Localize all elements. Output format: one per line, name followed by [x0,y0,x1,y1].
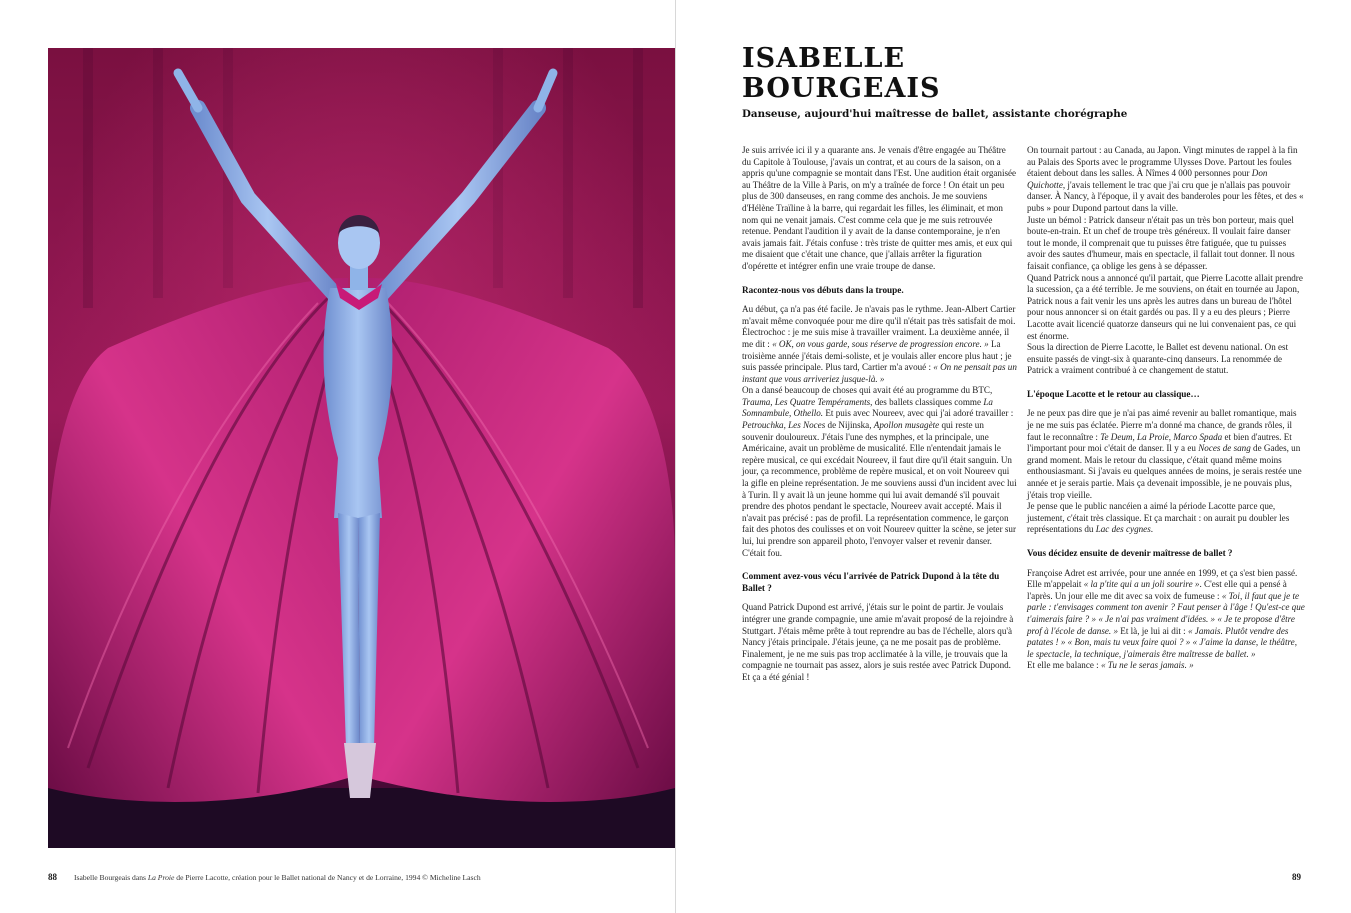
interview-question: Racontez-nous vos débuts dans la troupe. [742,284,904,295]
page-gutter [675,0,676,913]
interview-question: Comment avez-vous vécu l'arrivée de Patrick Dupond à la tête du Ballet ? [742,571,1000,593]
text-column-2 [1027,145,1305,672]
paragraph: On tournait partout : au Canada, au Japon. Vingt minutes de rappel à la fin au Palais des Sports avec le programme Ulysses Dove. Partout les foules étaient debout dans les salles. À Nîmes 4 000 personnes pour Don Quichotte, j'avais tellement le trac que j'ai cru que je n'allais pas pouvoir danser. À Nancy, à l'époque, il y avait des banderoles pour les fêtes, et des « pubs » pour Dupond partout dans la ville. [1027,145,1304,213]
title-line-1: ISABELLE [742,43,906,74]
ballet-dancer-image [48,48,675,848]
paragraph: Je suis arrivée ici il y a quarante ans. Je venais d'être engagée au Théâtre du Capitole à Toulouse, j'avais un contrat, et au cours de la saison, on a appris qu'une compagnie se montait dans l'Est. Une audition était organisée au Théâtre de la Ville à Paris, on m'y a traînée de force ! On était un peu plus de 300 danseuses, en rang comme des anchois. Je me souviens d'Hélène Traïline à la barre, qui regardait les filles, les éliminait, et mon nom qui ne venait jamais. C'est comme cela que je me suis retrouvée retenue. Pendant l'audition il y avait de la danse contemporaine, je n'en avais jamais fait. J'étais confuse : très triste de quitter mes amis, et eux qui me disaient que c'était une chance, que j'allais arrêter la figuration d'opérette et intégrer enfin une vraie troupe de danse. [742,145,1017,271]
paragraph: Françoise Adret est arrivée, pour une année en 1999, et ça s'est bien passé. Elle m'appelait « la p'tite qui a un joli sourire ». C'est elle qui a pensé à l'après. Un jour elle me dit avec sa voix de fumeuse : « Toi, il faut que je te parle : t'envisages comment ton avenir ? Faut penser à l'âge ! Qu'est-ce que t'aimerais faire ? » « Je n'ai pas vraiment d'idées. » « Je te propose d'être prof à l'école de danse. » Et là, je lui ai dit : « Jamais. Plutôt vendre des patates ! » « Bon, mais tu veux faire quoi ? » « J'aime la danse, le théâtre, le spectacle, la technique, j'aimerais être maîtresse de ballet. » [1027,567,1305,659]
paragraph: Sous la direction de Pierre Lacotte, le Ballet est devenu national. On est ensuite passés de vingt-six à quarante-cinq danseurs. La renommée de Patrick a vraiment contribué à ce changement de statut. [1027,342,1289,376]
page-number-left: 88 [48,872,57,882]
title-line-2: BOURGEAIS [742,73,941,104]
article-title [742,44,941,104]
paragraph: Quand Patrick nous a annoncé qu'il partait, que Pierre Lacotte allait prendre la sucession, ça a été terrible. Je me souviens, on était en tournée au Japon, Patrick nous a fait venir les uns après les autres dans un bureau de l'hôtel pour nous annoncer si on était gardés ou pas. Il y a eu des pleurs ; Pierre Lacotte avait licencié quatorze danseurs qui ne lui convenaient pas, ce qui est énorme. [1027,272,1303,341]
interview-question: Vous décidez ensuite de devenir maîtresse de ballet ? [1027,548,1233,558]
page-number-right: 89 [1292,872,1301,882]
dancer-photo [48,48,675,848]
paragraph: On a dansé beaucoup de choses qui avait été au programme du BTC, Trauma, Les Quatre Tempéraments, des ballets classiques comme La Somnambule, Othello. Et puis avec Noureev, avec qui j'ai adoré travailler : Petrouchka, Les Noces de Nijinska, Apollon musagète qui reste un souvenir douloureux. J'étais l'une des nymphes, et la principale, une Américaine, avait un problème de musicalité. Elle n'entendait jamais le repère musical, ce qui excédait Noureev, il faut dire qu'il était sanguin. Un jour, ça recommence, problème de repère musical, et on voit Noureev qui la gifle en pleine représentation. Je me souviens aussi d'un incident avec lui à Turin. Il y avait là un jeune homme qui lui avait demandé s'il pouvait prendre des photos pendant le spectacle, Noureev avait accepté. Mais il n'avait pas précisé : pas de profil. La représentation commence, le garçon fait des photos des coulisses et on voit Noureev quitter la scène, se jeter sur lui, lui prendre son appareil photo, l'envoyer valser et revenir danser. C'était fou. [742,385,1017,558]
photo-caption: Isabelle Bourgeais dans La Proie de Pierre Lacotte, création pour le Ballet national de Nancy et de Lorraine, 1994 © Micheline Lasch [74,873,481,882]
paragraph: Je ne peux pas dire que je n'ai pas aimé revenir au ballet romantique, mais je ne me suis pas éclatée. Pierre m'a donné ma chance, de grands rôles, il faut le reconnaître : Te Deum, La Proie, Marco Spada et bien d'autres. Et l'important pour moi c'était de danser. Il y a eu Noces de sang de Gades, un grand moment. Mais le retour du classique, c'était quand même moins enthousiasmant. Si j'avais eu quelques années de moins, je serais restée une année et je serais partie. Mais ça devenait impossible, je ne pouvais plus, j'étais trop vieille. [1027,408,1302,500]
paragraph: Je pense que le public nancéien a aimé la période Lacotte parce que, justement, c'était très classique. Et ça marchait : on aurait pu doubler les représentations du Lac des cygnes. [1027,501,1290,535]
article-subtitle: Danseuse, aujourd'hui maîtresse de ballet, assistante chorégraphe [742,108,1128,120]
paragraph: Au début, ça n'a pas été facile. Je n'avais pas le rythme. Jean-Albert Cartier m'avait même convoquée pour me dire qu'il n'était pas très satisfait de moi. Électrochoc : je me suis mise à travailler vraiment. La deuxième année, il me dit : « OK, on vous garde, sous réserve de progression encore. » La troisième année j'étais demi-soliste, et je voulais aller encore plus haut ; je suis passée principale. Plus tard, Cartier m'a avoué : « On ne pensait pas un instant que vous arriveriez jusque-là. » [742,304,1017,384]
text-column-1 [742,145,1017,684]
interview-question: L'époque Lacotte et le retour au classique… [1027,388,1200,399]
paragraph: Juste un bémol : Patrick danseur n'était pas un très bon porteur, mais quel boute-en-train. Et un chef de troupe très généreux. Il voulait faire danser tout le monde, il comprenait que tu puisses être fatiguée, que tu puisses avoir des sautes d'humeur, mais en spectacle, il fallait tout donner. Il nous faisait confiance, ça oblige les gens à se dépasser. [1027,214,1295,271]
paragraph: Et elle me balance : « Tu ne le seras jamais. » [1027,660,1194,671]
paragraph: Quand Patrick Dupond est arrivé, j'étais sur le point de partir. Je voulais intégrer une grande compagnie, une amie m'avait proposé de la rejoindre à Stuttgart. J'étais même prête à tout reprendre au bas de l'échelle, alors qu'à Nancy j'étais principale. J'étais jeune, ça ne me posait pas de problème. Finalement, je ne me suis pas trop acclimatée à la ville, je trouvais que la compagnie ne tournait pas assez, alors je suis restée avec Patrick Dupond. Et ça a été génial ! [742,602,1014,682]
